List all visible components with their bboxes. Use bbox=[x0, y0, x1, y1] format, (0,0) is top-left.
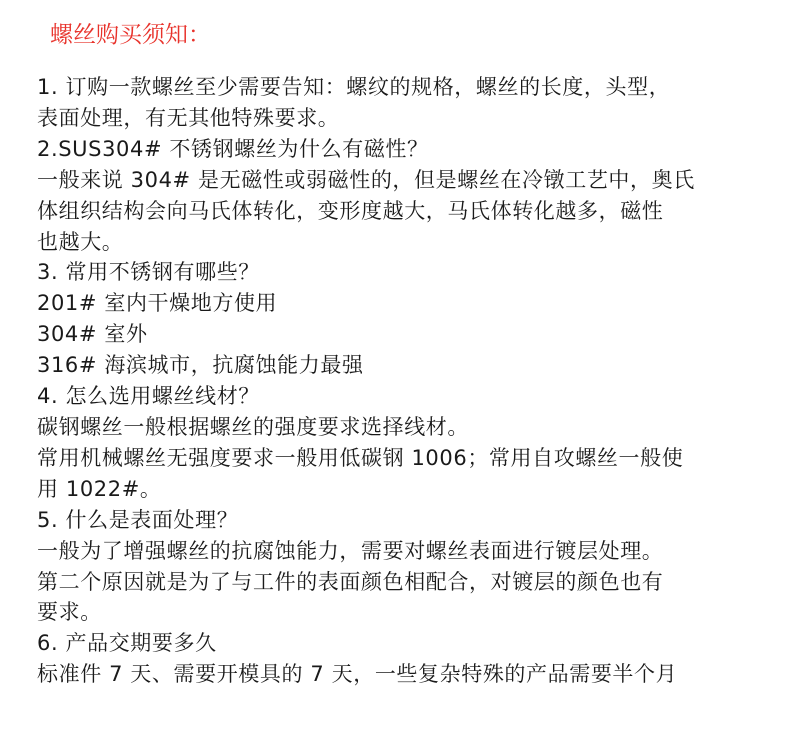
text-line: 常用机械螺丝无强度要求一般用低碳钢 1006；常用自攻螺丝一般使 bbox=[37, 445, 684, 470]
text-line: 1. 订购一款螺丝至少需要告知：螺纹的规格，螺丝的长度，头型， bbox=[37, 75, 671, 99]
text-line: 4. 怎么选用螺丝线材？ bbox=[37, 384, 260, 409]
text-line: 第二个原因就是为了与工件的表面颜色相配合，对镀层的颜色也有 bbox=[37, 569, 664, 594]
page-title: 螺丝购买须知： bbox=[50, 22, 211, 48]
text-line: 一般为了增强螺丝的抗腐蚀能力，需要对螺丝表面进行镀层处理。 bbox=[37, 538, 664, 563]
text-line: 3. 常用不锈钢有哪些？ bbox=[37, 260, 260, 285]
text-line: 用 1022#。 bbox=[37, 476, 162, 501]
notice-body bbox=[37, 72, 782, 690]
text-line: 5. 什么是表面处理？ bbox=[37, 507, 239, 532]
text-line: 一般来说 304# 是无磁性或弱磁性的，但是螺丝在冷镦工艺中，奥氏 bbox=[37, 167, 695, 192]
text-line: 标准件 7 天、需要开模具的 7 天，一些复杂特殊的产品需要半个月 bbox=[37, 662, 678, 687]
text-line: 也越大。 bbox=[37, 229, 124, 254]
text-line: 201# 室内干燥地方使用 bbox=[37, 291, 278, 316]
text-line: 要求。 bbox=[37, 600, 102, 625]
text-line: 碳钢螺丝一般根据螺丝的强度要求选择线材。 bbox=[37, 414, 469, 439]
text-line: 316# 海滨城市，抗腐蚀能力最强 bbox=[37, 353, 364, 378]
text-line: 6. 产品交期要多久 bbox=[37, 631, 217, 656]
text-line: 体组织结构会向马氏体转化，变形度越大，马氏体转化越多，磁性 bbox=[37, 198, 664, 223]
text-line: 2.SUS304# 不锈钢螺丝为什么有磁性？ bbox=[37, 136, 429, 161]
text-line: 表面处理，有无其他特殊要求。 bbox=[37, 105, 340, 130]
text-line: 304# 室外 bbox=[37, 322, 148, 347]
